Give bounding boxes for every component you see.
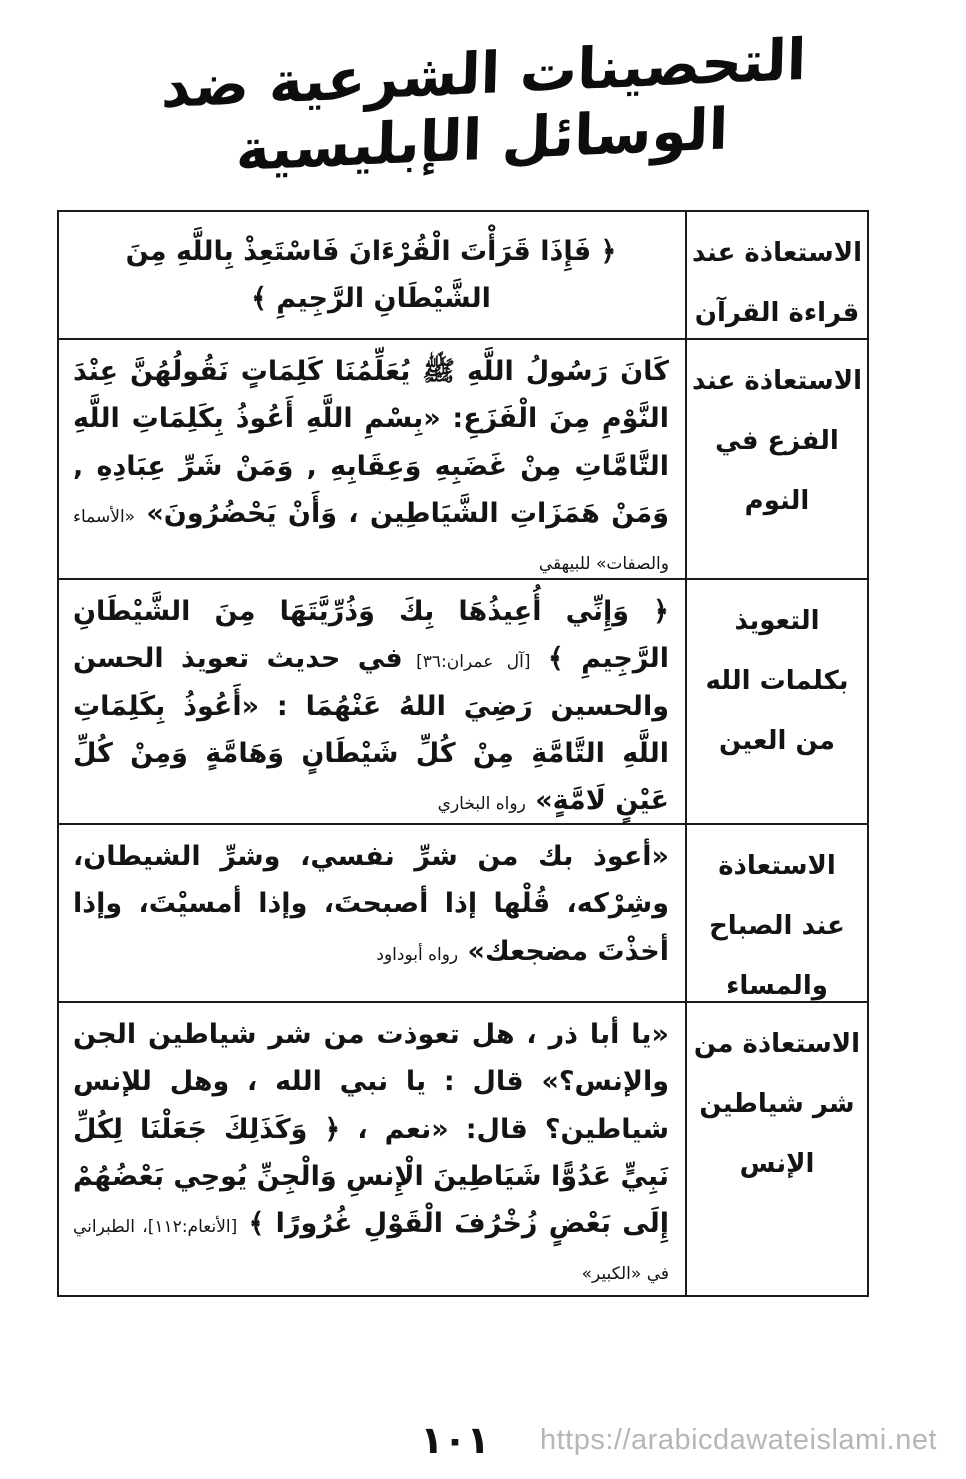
quran-verse: ﴿ وَكَذَلِكَ جَعَلْنَا لِكُلِّ نَبِيٍّ عَدُوًّا شَيَاطِينَ الْإِنسِ وَالْجِنِّ يُوحِي بَعْضُهُمْ إِلَى بَعْضٍ زُخْرُفَ الْقَوْلِ غُرُورًا ﴾ bbox=[73, 1113, 669, 1239]
verse-reference bbox=[73, 337, 669, 339]
hadith-source: «الأسماء والصفات» للبيهقي bbox=[73, 506, 669, 574]
quran-verse: ﴿ وَإِنِّي أُعِيذُهَا بِكَ وَذُرِّيَّتَهَا مِنَ الشَّيْطَانِ الرَّجِيمِ ﴾ bbox=[73, 596, 669, 675]
table-row-seeking-refuge-fright-sleep bbox=[59, 340, 867, 580]
table-row-seeking-refuge-human-devils bbox=[59, 1003, 867, 1295]
row-content bbox=[59, 1003, 685, 1295]
row-heading: التعويذ بكلمات الله من العين bbox=[685, 580, 867, 823]
row-content bbox=[59, 825, 685, 1001]
hadith-source: رواه البخاري bbox=[437, 794, 526, 814]
page-number: ١٠١ bbox=[420, 1418, 490, 1462]
hadith-source: رواه أبوداود bbox=[376, 944, 459, 965]
row-content bbox=[59, 340, 685, 578]
hadith-text: «يا أبا ذر ، هل تعوذت من شر شياطين الجن والإنس؟» قال : يا نبي الله ، وهل للإنس شياطين؟ قال: «نعم ، bbox=[73, 1019, 669, 1145]
hadith-text: في حديث تعويذ الحسن والحسين رَضِيَ اللهُ عَنْهُمَا : «أَعُوذُ بِكَلِمَاتِ اللَّهِ التَّامَّةِ مِنْ كُلِّ شَيْطَانٍ وَهَامَّةٍ وَمِنْ كُلِّ عَيْنٍ لَامَّةٍ» bbox=[73, 643, 669, 816]
table-row-seeking-refuge-reading-quran bbox=[59, 212, 867, 340]
verse-reference: [الأنعام:١١٢]، الطبراني في «الكبير» bbox=[73, 1217, 669, 1285]
watermark-url: https://arabicdawateislami.net bbox=[540, 1424, 938, 1456]
page-title: التحصينات الشرعية ضد الوسائل الإبليسية bbox=[160, 26, 808, 184]
verse-reference: [آل عمران:٣٦] bbox=[402, 652, 531, 673]
row-heading: الاستعاذة عند قراءة القرآن bbox=[685, 212, 867, 338]
quran-verse: ﴿ فَإِذَا قَرَأْتَ الْقُرْءَانَ فَاسْتَعِذْ بِاللَّهِ مِنَ الشَّيْطَانِ الرَّجِيمِ ﴾ bbox=[125, 236, 617, 315]
row-heading: الاستعاذة عند الصباح والمساء bbox=[685, 825, 867, 1001]
row-heading: الاستعاذة عند الفزع في النوم bbox=[685, 340, 867, 578]
table-row-protection-words-of-allah-evil-eye bbox=[59, 580, 867, 825]
hadith-text: «أعوذ بك من شرِّ نفسي، وشرِّ الشيطان، وشِرْكه، قُلْها إذا أصبحتَ، وإذا أمسيْتَ، وإذا أخذْتَ مضجعك» bbox=[73, 841, 669, 967]
row-heading: الاستعاذة من شر شياطين الإنس bbox=[685, 1003, 867, 1295]
row-content bbox=[59, 580, 685, 823]
table-row-seeking-refuge-morning-evening bbox=[59, 825, 867, 1003]
hadith-text: كَانَ رَسُولُ اللَّهِ ﷺ يُعَلِّمُنَا كَلِمَاتٍ نَقُولُهُنَّ عِنْدَ النَّوْمِ مِنَ الْفَزَعِ: «بِسْمِ اللَّهِ أَعُوذُ بِكَلِمَاتِ اللَّهِ التَّامَّاتِ مِنْ غَضَبِهِ وَعِقَابِهِ , وَمَنْ شَرِّ عِبَادِهِ , وَمَنْ هَمَزَاتِ الشَّيَاطِين ، وَأَنْ يَحْضُرُونَ» bbox=[73, 356, 669, 529]
protections-table bbox=[57, 210, 869, 1297]
row-content bbox=[59, 212, 685, 338]
